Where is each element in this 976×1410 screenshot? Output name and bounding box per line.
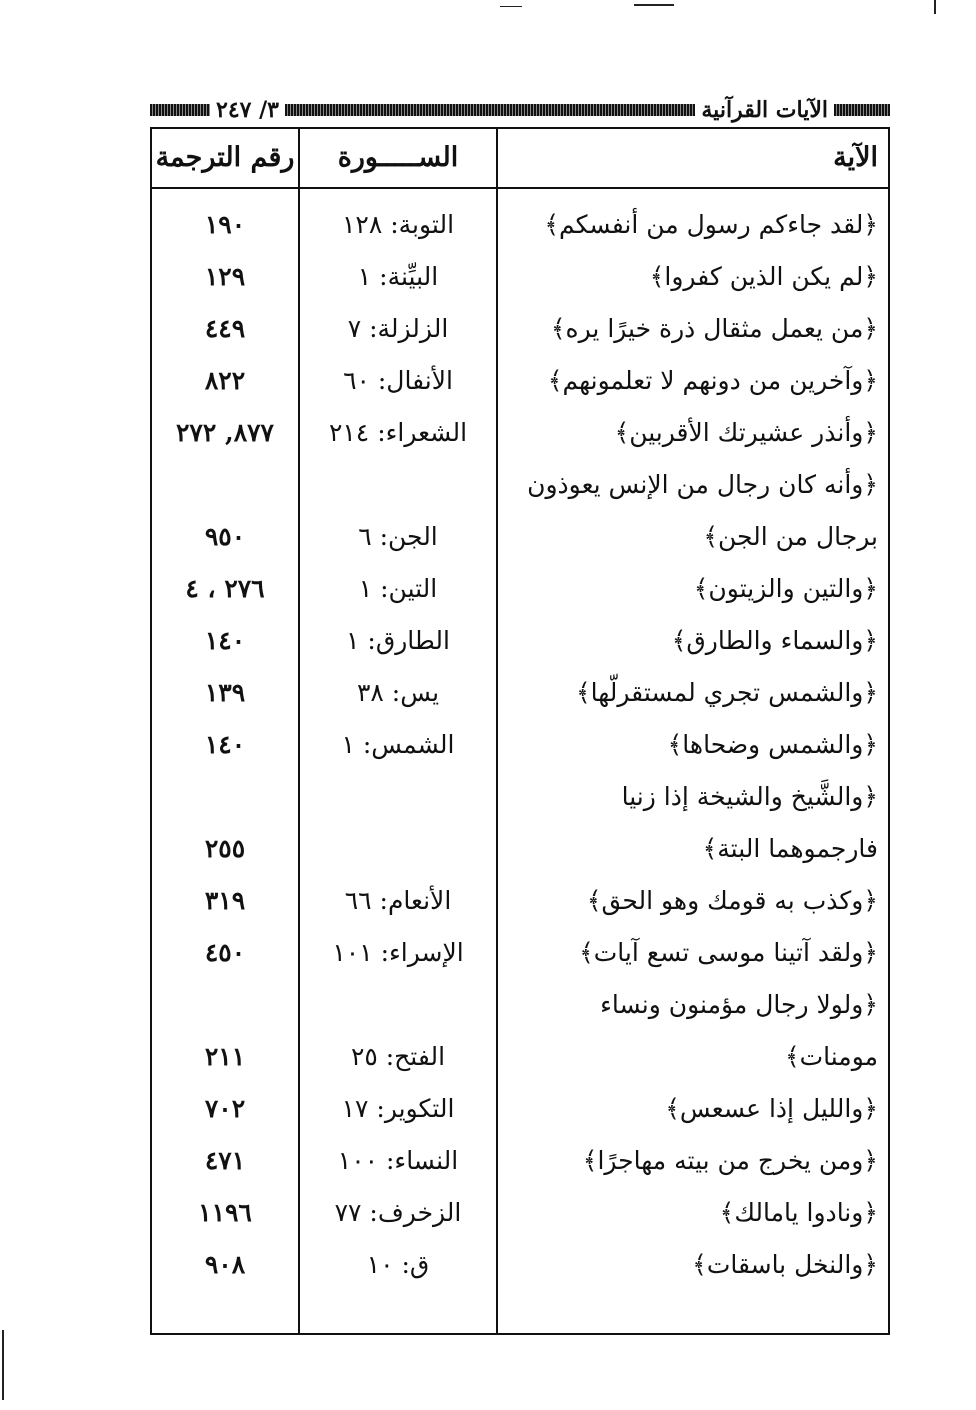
translation-number-cell: ١٤٠ bbox=[204, 626, 246, 655]
translation-number-cell: ١٣٩ bbox=[204, 678, 246, 707]
translation-number-cell: ٤٥٠ bbox=[204, 938, 246, 967]
table-row bbox=[152, 251, 888, 303]
surah-cell: الشعراء: ٢١٤ bbox=[328, 418, 468, 447]
ayah-cell: ﴿والشَّيخ والشيخة إذا زنيا bbox=[621, 782, 878, 811]
surah-cell: التوبة: ١٢٨ bbox=[341, 210, 455, 239]
column-header-surah: الســـــورة bbox=[337, 142, 459, 173]
ayah-cell: ﴿والليل إذا عسعس﴾ bbox=[665, 1094, 878, 1123]
table-row bbox=[152, 667, 888, 719]
header-rule-right bbox=[834, 104, 890, 116]
translation-number-cell: ٧٠٢ bbox=[204, 1094, 246, 1123]
translation-number-cell: ٤٤٩ bbox=[204, 314, 246, 343]
table-row bbox=[152, 719, 888, 771]
ayah-cell: ﴿والتين والزيتون﴾ bbox=[693, 574, 878, 603]
table-row bbox=[152, 1135, 888, 1187]
surah-cell: البيِّنة: ١ bbox=[357, 262, 439, 291]
index-table bbox=[150, 127, 890, 1335]
surah-cell: الطارق: ١ bbox=[346, 626, 450, 655]
table-row bbox=[152, 511, 888, 563]
translation-number-cell: ١٢٩ bbox=[204, 262, 246, 291]
ayah-cell: ﴿والشمس وضحاها﴾ bbox=[667, 730, 878, 759]
translation-number-cell: ٩٥٠ bbox=[204, 522, 246, 551]
surah-cell: التين: ١ bbox=[358, 574, 438, 603]
scan-mark bbox=[500, 6, 522, 7]
table-row bbox=[152, 979, 888, 1031]
surah-cell: الجن: ٦ bbox=[358, 522, 438, 551]
table-row bbox=[152, 615, 888, 667]
ayah-cell: ﴿ونادوا يامالك﴾ bbox=[719, 1198, 878, 1227]
translation-number-cell: ٢١١ bbox=[204, 1042, 246, 1071]
ayah-cell: ﴿لقد جاءكم رسول من أنفسكم﴾ bbox=[544, 210, 878, 239]
section-title: الآيات القرآنية bbox=[701, 97, 828, 123]
surah-cell: ق: ١٠ bbox=[366, 1250, 430, 1279]
surah-cell bbox=[300, 459, 496, 511]
header-divider bbox=[152, 187, 888, 189]
surah-cell: الفتح: ٢٥ bbox=[350, 1042, 446, 1071]
table-row bbox=[152, 875, 888, 927]
ayah-cell: ﴿ولولا رجال مؤمنون ونساء bbox=[600, 990, 878, 1019]
translation-number-cell: ١٤٠ bbox=[204, 730, 246, 759]
ayah-cell: ﴿والسماء والطارق﴾ bbox=[671, 626, 878, 655]
running-header bbox=[150, 96, 890, 124]
translation-number-cell: ٢٧٦ ، ٤ bbox=[185, 574, 265, 603]
surah-cell bbox=[300, 979, 496, 1031]
ayah-cell: ﴿ولقد آتينا موسى تسع آيات﴾ bbox=[579, 938, 878, 967]
ayah-cell: ﴿والنخل باسقات﴾ bbox=[692, 1250, 878, 1279]
ayah-cell: مومنات﴾ bbox=[784, 1042, 878, 1071]
ayah-cell: ﴿وأنذر عشيرتك الأقربين﴾ bbox=[614, 418, 878, 447]
surah-cell: الأنعام: ٦٦ bbox=[344, 886, 452, 915]
translation-number-cell: ١١٩٦ bbox=[198, 1198, 252, 1227]
translation-number-cell: ١٩٠ bbox=[204, 210, 246, 239]
table-row bbox=[152, 823, 888, 875]
surah-cell: الإسراء: ١٠١ bbox=[332, 938, 464, 967]
translation-number-cell: ٩٠٨ bbox=[204, 1250, 246, 1279]
table-row bbox=[152, 199, 888, 251]
column-header-translation: رقم الترجمة bbox=[155, 142, 295, 173]
table-row bbox=[152, 563, 888, 615]
ayah-cell: ﴿وأنه كان رجال من الإنس يعوذون bbox=[527, 470, 878, 499]
surah-cell: يس: ٣٨ bbox=[356, 678, 440, 707]
ayah-cell: فارجموهما البتة﴾ bbox=[702, 834, 878, 863]
translation-number-cell bbox=[152, 459, 298, 511]
table-row bbox=[152, 1239, 888, 1291]
surah-cell bbox=[300, 771, 496, 823]
surah-cell: الشمس: ١ bbox=[341, 730, 455, 759]
ayah-cell: ﴿من يعمل مثقال ذرة خيرًا يره﴾ bbox=[550, 314, 878, 343]
surah-cell: الأنفال: ٦٠ bbox=[343, 366, 453, 395]
table-row bbox=[152, 1187, 888, 1239]
scan-mark bbox=[934, 0, 936, 14]
ayah-cell: ﴿لم يكن الذين كفروا﴾ bbox=[649, 262, 878, 291]
column-header-ayah: الآية bbox=[833, 142, 878, 173]
translation-number-cell bbox=[152, 979, 298, 1031]
scan-mark bbox=[634, 4, 674, 6]
surah-cell bbox=[300, 823, 496, 875]
table-row bbox=[152, 407, 888, 459]
table-row bbox=[152, 771, 888, 823]
ayah-cell: برجال من الجن﴾ bbox=[703, 522, 878, 551]
table-row bbox=[152, 927, 888, 979]
surah-cell: النساء: ١٠٠ bbox=[337, 1146, 459, 1175]
table-row bbox=[152, 459, 888, 511]
header-rule-left bbox=[150, 104, 210, 116]
table-row bbox=[152, 1031, 888, 1083]
scan-mark bbox=[2, 1330, 4, 1400]
surah-cell: الزلزلة: ٧ bbox=[347, 314, 449, 343]
translation-number-cell: ٨٧٧, ٢٧٢ bbox=[175, 418, 274, 447]
surah-cell: الزخرف: ٧٧ bbox=[334, 1198, 462, 1227]
ayah-cell: ﴿والشمس تجري لمستقرلّها﴾ bbox=[575, 678, 878, 707]
page-reference: ٣/ ٢٤٧ bbox=[216, 97, 279, 123]
ayah-cell: ﴿وآخرين من دونهم لا تعلمونهم﴾ bbox=[547, 366, 878, 395]
table-row bbox=[152, 1083, 888, 1135]
header-rule-middle bbox=[285, 104, 695, 116]
table-row bbox=[152, 303, 888, 355]
translation-number-cell bbox=[152, 771, 298, 823]
ayah-cell: ﴿ومن يخرج من بيته مهاجرًا﴾ bbox=[582, 1146, 878, 1175]
translation-number-cell: ٨٢٢ bbox=[204, 366, 246, 395]
table-row bbox=[152, 355, 888, 407]
surah-cell: التكوير: ١٧ bbox=[341, 1094, 455, 1123]
translation-number-cell: ٣١٩ bbox=[204, 886, 246, 915]
ayah-cell: ﴿وكذب به قومك وهو الحق﴾ bbox=[586, 886, 878, 915]
translation-number-cell: ٢٥٥ bbox=[204, 834, 246, 863]
translation-number-cell: ٤٧١ bbox=[204, 1146, 246, 1175]
